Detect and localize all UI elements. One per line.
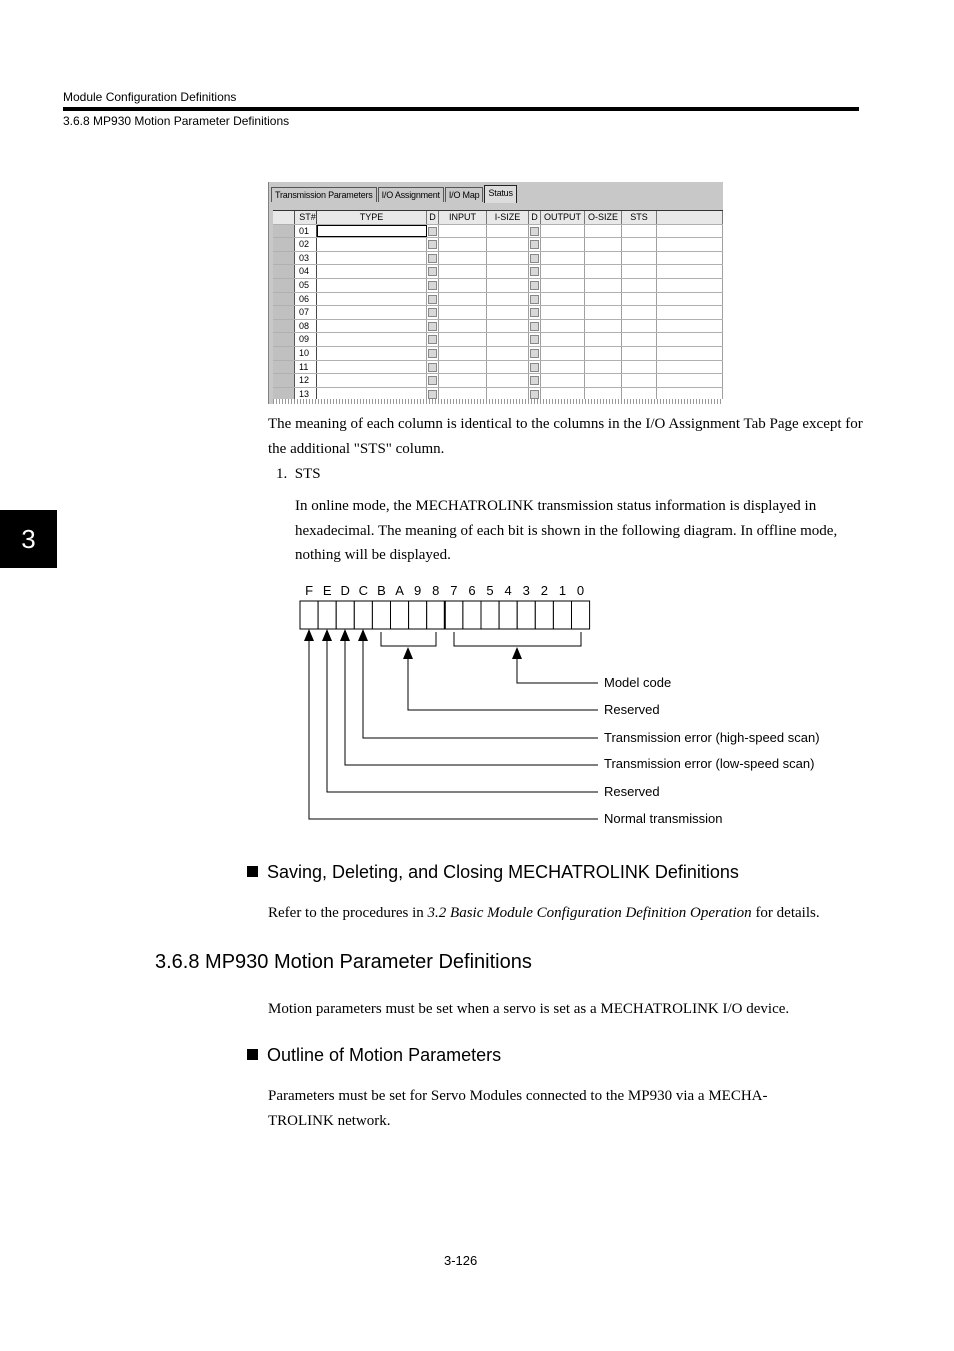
checkbox[interactable]: [530, 267, 539, 276]
bit-label: 1: [558, 583, 567, 598]
checkbox[interactable]: [428, 322, 437, 331]
bit-box: [481, 601, 499, 629]
grid-cell[interactable]: [585, 238, 622, 251]
checkbox[interactable]: [428, 363, 437, 372]
row-header-cell: [273, 333, 295, 346]
d-checkbox-cell[interactable]: [427, 361, 439, 374]
bit-label: 7: [450, 583, 458, 598]
list-number: 1.: [276, 466, 288, 482]
grid-cell[interactable]: [487, 293, 529, 306]
bit-label: 9: [414, 583, 422, 598]
grid-cell[interactable]: [541, 293, 585, 306]
grid-body: [273, 225, 723, 402]
row-header-cell: [273, 225, 295, 238]
grid-cell[interactable]: [585, 293, 622, 306]
tab-io-assignment[interactable]: I/O Assignment: [378, 187, 444, 202]
checkbox[interactable]: [530, 281, 539, 290]
grid-cell[interactable]: [622, 361, 657, 374]
grid-cell[interactable]: [487, 238, 529, 251]
grid-cell[interactable]: [317, 293, 427, 306]
grid-cell[interactable]: [541, 361, 585, 374]
grid-cell[interactable]: [657, 374, 723, 387]
tab-transmission-parameters[interactable]: Transmission Parameters: [271, 187, 377, 202]
grid-cell[interactable]: [622, 306, 657, 319]
station-number-cell[interactable]: 11: [295, 361, 317, 374]
column-header-type: TYPE: [317, 211, 427, 224]
column-header-sts: STS: [622, 211, 657, 224]
checkbox[interactable]: [428, 240, 437, 249]
bit-box: [372, 601, 390, 629]
heading-text: Saving, Deleting, and Closing MECHATROLINK Definitions: [267, 862, 739, 882]
page-number: 3-126: [444, 1253, 478, 1268]
table-row[interactable]: [273, 320, 723, 334]
column-meaning-paragraph: The meaning of each column is identical to the columns in the I/O Assignment Tab Page except for the additional "STS" column.: [268, 416, 863, 457]
text-before: Refer to the procedures in: [268, 905, 428, 921]
grid-cell[interactable]: [622, 374, 657, 387]
d-checkbox-cell[interactable]: [529, 320, 541, 333]
grid-cell[interactable]: [622, 293, 657, 306]
grid-cell[interactable]: [657, 252, 723, 265]
grid-cell[interactable]: [585, 374, 622, 387]
grid-cell[interactable]: [439, 293, 487, 306]
table-row[interactable]: [273, 347, 723, 361]
d-checkbox-cell[interactable]: [529, 374, 541, 387]
header-rule: [63, 107, 859, 111]
grid-cell[interactable]: [317, 238, 427, 251]
station-number-cell[interactable]: 12: [295, 374, 317, 387]
grid-cell[interactable]: [585, 225, 622, 238]
checkbox[interactable]: [428, 295, 437, 304]
section-heading-368: 3.6.8 MP930 Motion Parameter Definitions: [155, 951, 532, 973]
bit-box: [336, 601, 354, 629]
grid-cell[interactable]: [657, 293, 723, 306]
bit-box: [572, 601, 590, 629]
grid-cell[interactable]: [487, 279, 529, 292]
column-header-st: ST#: [295, 211, 317, 224]
grid-cell[interactable]: [541, 265, 585, 278]
column-header-empty: [657, 211, 723, 224]
tab-strip: [271, 184, 518, 202]
d-checkbox-cell[interactable]: [529, 238, 541, 251]
column-header-o-size: O-SIZE: [585, 211, 622, 224]
d-checkbox-cell[interactable]: [529, 347, 541, 360]
grid-cell[interactable]: [487, 361, 529, 374]
d-checkbox-cell[interactable]: [529, 293, 541, 306]
grid-cell[interactable]: [622, 320, 657, 333]
grid-cell[interactable]: [487, 306, 529, 319]
arrow-bit-c: [363, 638, 598, 738]
grid-cell[interactable]: [439, 374, 487, 387]
station-number-cell[interactable]: 04: [295, 265, 317, 278]
d-checkbox-cell[interactable]: [427, 265, 439, 278]
table-row[interactable]: [273, 293, 723, 307]
checkbox[interactable]: [428, 376, 437, 385]
bit-label: F: [305, 583, 314, 598]
table-row[interactable]: [273, 361, 723, 375]
checkbox[interactable]: [530, 240, 539, 249]
row-header-cell: [273, 306, 295, 319]
grid-cell[interactable]: [541, 320, 585, 333]
d-checkbox-cell[interactable]: [529, 306, 541, 319]
column-header-input: INPUT: [439, 211, 487, 224]
grid-cell[interactable]: [487, 225, 529, 238]
d-checkbox-cell[interactable]: [427, 306, 439, 319]
grid-cell[interactable]: [585, 320, 622, 333]
grid-cell[interactable]: [317, 279, 427, 292]
grid-cell[interactable]: [439, 306, 487, 319]
grid-cell[interactable]: [439, 238, 487, 251]
list-title: STS: [294, 466, 321, 482]
grid-cell[interactable]: [439, 252, 487, 265]
d-checkbox-cell[interactable]: [427, 320, 439, 333]
saving-paragraph: [268, 901, 888, 926]
checkbox[interactable]: [428, 308, 437, 317]
grid-cell[interactable]: [657, 333, 723, 346]
d-checkbox-cell[interactable]: [529, 333, 541, 346]
grid-cell[interactable]: [317, 347, 427, 360]
bullet-square-icon: [247, 1049, 258, 1060]
sts-description: In online mode, the MECHATROLINK transmission status information is displayed in hexadecimal. The meaning of each bit is shown in the following diagram. In offline mode, nothing will be displayed.: [295, 498, 838, 563]
table-row[interactable]: [273, 306, 723, 320]
grid-cell[interactable]: [541, 333, 585, 346]
checkbox[interactable]: [428, 335, 437, 344]
status-tab-screenshot: [268, 182, 723, 404]
grid-cell[interactable]: [439, 320, 487, 333]
grid-cell[interactable]: [487, 333, 529, 346]
heading-saving-deleting-closing: [247, 862, 739, 883]
grid-cell[interactable]: [622, 333, 657, 346]
row-header-cell: [273, 320, 295, 333]
checkbox[interactable]: [530, 335, 539, 344]
row-header-cell: [273, 347, 295, 360]
checkbox[interactable]: [428, 227, 437, 236]
chapter-tab: 3: [0, 510, 57, 568]
grid-cell[interactable]: [317, 306, 427, 319]
label-transmission-error-low: Transmission error (low-speed scan): [604, 756, 815, 771]
column-header-output: OUTPUT: [541, 211, 585, 224]
arrowhead-bit-c: [358, 629, 368, 641]
corner-cell: [273, 211, 295, 224]
arrowhead-bit-e: [322, 629, 332, 641]
row-header-cell: [273, 361, 295, 374]
column-header-d2: D: [529, 211, 541, 224]
grid-cell[interactable]: [585, 252, 622, 265]
d-checkbox-cell[interactable]: [427, 374, 439, 387]
checkbox[interactable]: [428, 281, 437, 290]
bit-label: C: [358, 583, 369, 598]
grid-cell[interactable]: [439, 333, 487, 346]
grid-cell[interactable]: [317, 374, 427, 387]
checkbox[interactable]: [530, 322, 539, 331]
bit-box: [300, 601, 318, 629]
horizontal-scrollbar[interactable]: [273, 399, 723, 404]
grid-cell[interactable]: [622, 225, 657, 238]
grid-cell[interactable]: [541, 279, 585, 292]
row-header-cell: [273, 252, 295, 265]
grid-cell[interactable]: [657, 265, 723, 278]
grid-cell[interactable]: [657, 361, 723, 374]
arrow-bit-d: [345, 638, 598, 765]
bit-label: 4: [504, 583, 512, 598]
grid-cell[interactable]: [487, 320, 529, 333]
bit-label: E: [322, 583, 332, 598]
label-reserved-1: Reserved: [604, 702, 660, 717]
motion-params-paragraph: Motion parameters must be set when a servo is set as a MECHATROLINK I/O device.: [268, 1001, 790, 1017]
bit-box: [499, 601, 517, 629]
checkbox[interactable]: [530, 363, 539, 372]
grid-cell[interactable]: [622, 252, 657, 265]
d-checkbox-cell[interactable]: [529, 361, 541, 374]
bit-label: A: [395, 583, 404, 598]
grid-cell[interactable]: [657, 238, 723, 251]
label-reserved-2: Reserved: [604, 784, 660, 799]
grid-cell[interactable]: [585, 347, 622, 360]
bit-label: 0: [576, 583, 585, 598]
label-normal-transmission: Normal transmission: [604, 811, 723, 826]
bit-label: B: [377, 583, 386, 598]
station-number-cell[interactable]: 06: [295, 293, 317, 306]
station-number-cell[interactable]: 01: [295, 225, 317, 238]
station-number-cell[interactable]: 08: [295, 320, 317, 333]
grid-cell[interactable]: [439, 279, 487, 292]
d-checkbox-cell[interactable]: [529, 279, 541, 292]
bit-box: [427, 601, 445, 629]
grid-cell[interactable]: [541, 306, 585, 319]
checkbox[interactable]: [530, 227, 539, 236]
bit-box: [391, 601, 409, 629]
table-row[interactable]: [273, 374, 723, 388]
row-header-cell: [273, 279, 295, 292]
grid-cell[interactable]: [317, 265, 427, 278]
grid-cell[interactable]: [439, 361, 487, 374]
grid-cell[interactable]: [657, 306, 723, 319]
grid-cell[interactable]: [317, 252, 427, 265]
grid-cell[interactable]: [317, 225, 427, 238]
d-checkbox-cell[interactable]: [427, 293, 439, 306]
arrowhead-model-code: [512, 647, 522, 659]
arrowhead-reserved-ba98: [403, 647, 413, 659]
station-number-cell[interactable]: 03: [295, 252, 317, 265]
checkbox[interactable]: [530, 390, 539, 399]
table-row[interactable]: [273, 238, 723, 252]
bit-label: 8: [432, 583, 440, 598]
station-number-cell[interactable]: 13: [295, 388, 317, 401]
grid-cell[interactable]: [585, 306, 622, 319]
status-grid: [273, 210, 723, 401]
grid-cell[interactable]: [622, 279, 657, 292]
grid-cell[interactable]: [622, 265, 657, 278]
column-header-d: D: [427, 211, 439, 224]
checkbox[interactable]: [428, 267, 437, 276]
checkbox[interactable]: [428, 349, 437, 358]
checkbox[interactable]: [530, 254, 539, 263]
grid-cell[interactable]: [541, 347, 585, 360]
station-number-cell[interactable]: 09: [295, 333, 317, 346]
bullet-square-icon: [247, 866, 258, 877]
d-checkbox-cell[interactable]: [427, 225, 439, 238]
arrow-bit-e: [327, 638, 598, 792]
grid-cell[interactable]: [657, 320, 723, 333]
grid-cell[interactable]: [585, 361, 622, 374]
grid-cell[interactable]: [317, 361, 427, 374]
bit-box: [463, 601, 481, 629]
grid-cell[interactable]: [585, 265, 622, 278]
grid-cell[interactable]: [657, 279, 723, 292]
grid-header-row: [273, 211, 723, 225]
grid-cell[interactable]: [541, 225, 585, 238]
grid-cell[interactable]: [541, 252, 585, 265]
label-transmission-error-high: Transmission error (high-speed scan): [604, 730, 820, 745]
checkbox[interactable]: [530, 349, 539, 358]
d-checkbox-cell[interactable]: [529, 265, 541, 278]
bit-label: 6: [468, 583, 476, 598]
grid-cell[interactable]: [317, 333, 427, 346]
running-header-chapter: Module Configuration Definitions: [63, 90, 237, 104]
station-number-cell[interactable]: 07: [295, 306, 317, 319]
heading-text: Outline of Motion Parameters: [267, 1045, 502, 1065]
bit-label: 3: [522, 583, 530, 598]
station-number-cell[interactable]: 02: [295, 238, 317, 251]
bit-box: [517, 601, 535, 629]
grid-cell[interactable]: [487, 347, 529, 360]
grid-cell[interactable]: [622, 238, 657, 251]
label-model-code: Model code: [604, 675, 672, 690]
checkbox[interactable]: [530, 295, 539, 304]
bracket-model-code-bits: [454, 632, 581, 646]
arrowhead-bit-d: [340, 629, 350, 641]
grid-cell[interactable]: [439, 265, 487, 278]
station-number-cell[interactable]: 05: [295, 279, 317, 292]
bit-box: [553, 601, 571, 629]
grid-cell[interactable]: [317, 320, 427, 333]
d-checkbox-cell[interactable]: [427, 279, 439, 292]
table-row[interactable]: [273, 333, 723, 347]
d-checkbox-cell[interactable]: [427, 333, 439, 346]
grid-cell[interactable]: [439, 347, 487, 360]
tab-io-map[interactable]: I/O Map: [445, 187, 484, 202]
d-checkbox-cell[interactable]: [529, 225, 541, 238]
grid-cell[interactable]: [487, 265, 529, 278]
d-checkbox-cell[interactable]: [427, 252, 439, 265]
grid-cell[interactable]: [487, 252, 529, 265]
arrowhead-bit-f: [304, 629, 314, 641]
grid-cell[interactable]: [657, 347, 723, 360]
station-number-cell[interactable]: 10: [295, 347, 317, 360]
outline-paragraph: Parameters must be set for Servo Modules connected to the MP930 via a MECHA-TROLINK network.: [268, 1088, 768, 1129]
row-header-cell: [273, 293, 295, 306]
grid-cell[interactable]: [585, 279, 622, 292]
sts-bit-diagram: [290, 580, 850, 840]
bit-box: [354, 601, 372, 629]
heading-outline-motion-parameters: [247, 1045, 501, 1066]
grid-cell[interactable]: [657, 225, 723, 238]
cross-reference: 3.2 Basic Module Configuration Definition Operation: [427, 905, 752, 921]
d-checkbox-cell[interactable]: [529, 252, 541, 265]
checkbox[interactable]: [428, 390, 437, 399]
text-after: for details.: [751, 905, 820, 921]
running-header-section: 3.6.8 MP930 Motion Parameter Definitions: [63, 114, 290, 128]
column-header-i-size: I-SIZE: [487, 211, 529, 224]
bracket-reserved-bits: [381, 632, 436, 646]
grid-cell[interactable]: [439, 225, 487, 238]
d-checkbox-cell[interactable]: [427, 347, 439, 360]
row-header-cell: [273, 374, 295, 387]
grid-cell[interactable]: [487, 374, 529, 387]
arrow-model-code: [517, 656, 598, 683]
grid-cell[interactable]: [585, 333, 622, 346]
table-row[interactable]: [273, 265, 723, 279]
grid-cell[interactable]: [541, 238, 585, 251]
table-row[interactable]: [273, 279, 723, 293]
checkbox[interactable]: [530, 376, 539, 385]
bit-box: [318, 601, 336, 629]
bit-box: [535, 601, 553, 629]
grid-cell[interactable]: [541, 374, 585, 387]
bit-label: 5: [486, 583, 494, 598]
bit-box: [445, 601, 463, 629]
bit-label: 2: [540, 583, 548, 598]
checkbox[interactable]: [428, 254, 437, 263]
row-header-cell: [273, 238, 295, 251]
checkbox[interactable]: [530, 308, 539, 317]
row-header-cell: [273, 265, 295, 278]
table-row[interactable]: [273, 225, 723, 239]
bit-box: [409, 601, 427, 629]
grid-cell[interactable]: [622, 347, 657, 360]
bit-label: D: [340, 583, 350, 598]
d-checkbox-cell[interactable]: [427, 238, 439, 251]
tab-status[interactable]: Status: [484, 185, 516, 203]
list-item-sts: [276, 466, 321, 483]
table-row[interactable]: [273, 252, 723, 266]
